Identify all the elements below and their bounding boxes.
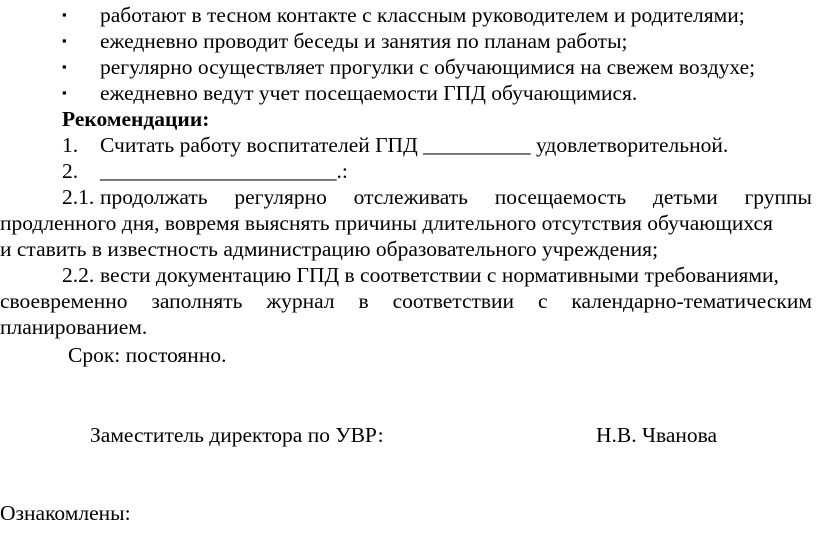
word: отслеживать [353,185,468,209]
subitem-2-2-line-2 [0,288,812,314]
word: продолжать [100,185,208,209]
subitem-2-1-line-3: и ставить в известность администрацию образовательного учреждения; [0,237,659,261]
word: с [537,289,548,313]
bullet-item-3: регулярно осуществляет прогулки с обучающимися на свежем воздухе; [100,55,756,79]
word: заполнять [151,289,243,313]
bullet-item-4: ежедневно ведут учет посещаемости ГПД обучающимися. [100,81,638,105]
subitem-2-1-line-2: продленного дня, вовремя выяснять причины длительного отсутствия обучающихся [0,211,773,235]
word: детьми [652,185,718,209]
item-number-1: 1. [62,133,79,157]
word: регулярно [234,185,327,209]
recommendations-heading: Рекомендации: [62,107,210,131]
item-text-1: Считать работу воспитателей ГПД __________ удовлетворительной. [100,133,729,157]
word: посещаемость [494,185,627,209]
acquainted-label: Ознакомлены: [0,501,131,525]
word: группы [744,185,812,209]
subitem-number-2-2: 2.2. [62,263,95,287]
bullet-marker: ▪ [62,7,67,22]
bullet-marker: ▪ [62,33,67,48]
bullet-item-2: ежедневно проводит беседы и занятия по планам работы; [100,29,628,53]
word: в [358,289,369,313]
subitem-2-2-first-line: вести документацию ГПД в соответствии с нормативными требованиями, [100,263,779,287]
subitem-2-1-first-line [100,184,812,210]
item-text-2: ______________________.: [100,159,348,183]
subitem-2-2-line-3: планированием. [0,315,148,339]
bullet-item-1: работают в тесном контакте с классным руководителем и родителями; [100,3,745,27]
word: календарно-тематическим [571,289,812,313]
word: соответствии [392,289,515,313]
bullet-marker: ▪ [62,85,67,100]
word: журнал [266,289,335,313]
bullet-marker: ▪ [62,59,67,74]
signature-name: Н.В. Чванова [596,423,718,447]
item-number-2: 2. [62,159,79,183]
signature-position: Заместитель директора по УВР: [90,423,384,447]
subitem-number-2-1: 2.1. [62,185,95,209]
term-text: Срок: постоянно. [68,343,227,367]
word: своевременно [0,289,128,313]
